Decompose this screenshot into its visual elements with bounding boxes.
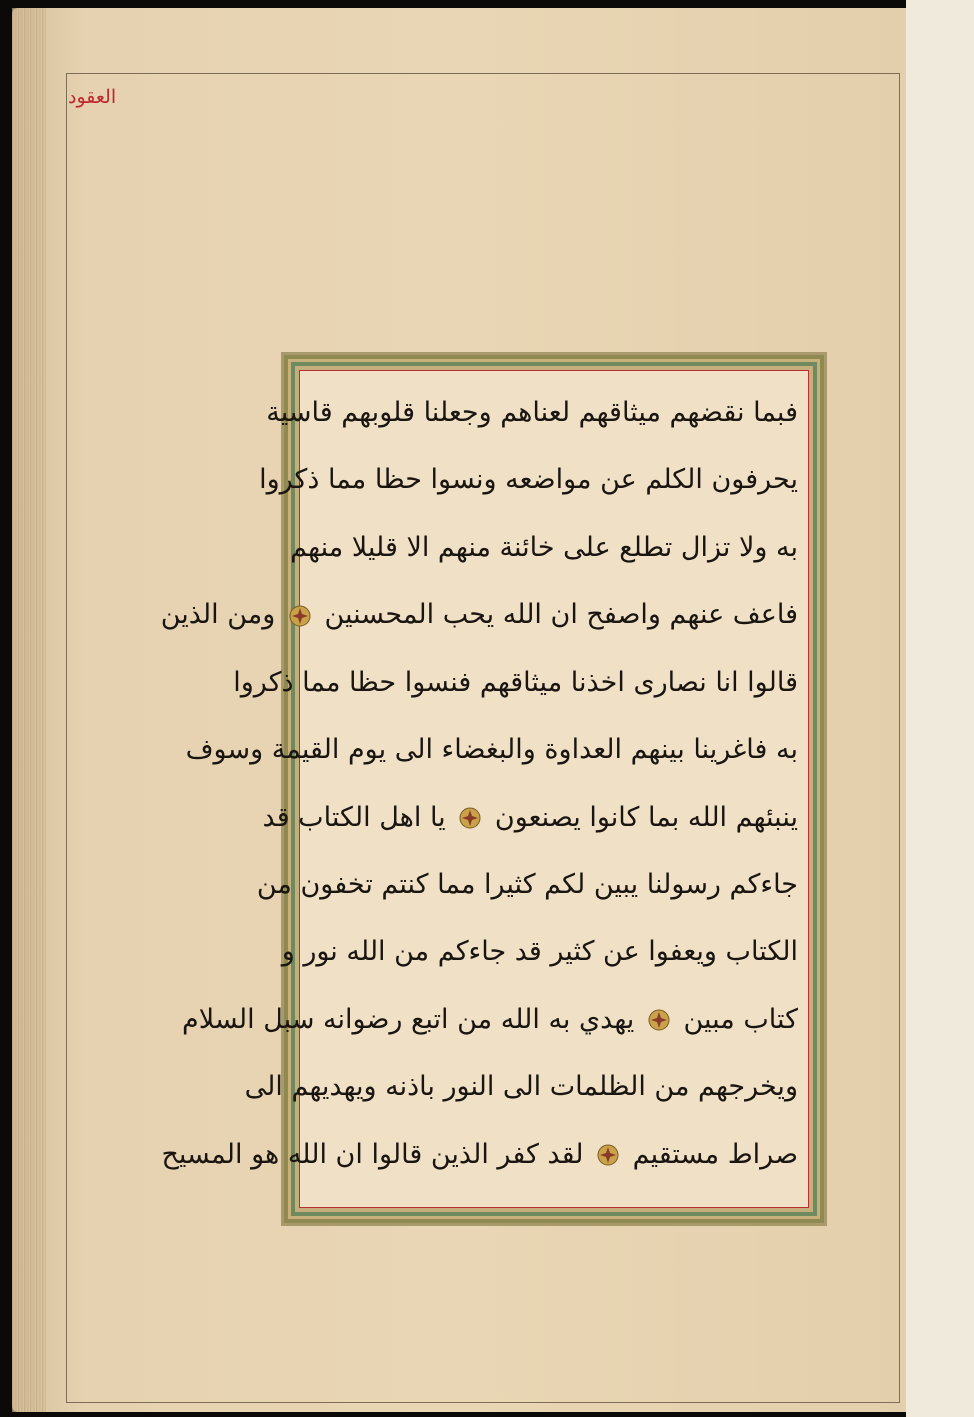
text-segment: ينبئهم الله بما كانوا يصنعون [486,801,798,833]
text-line: ويخرجهم من الظلمات الى النور باذنه ويهديهم الى [244,1071,798,1103]
text-line [262,784,808,851]
text-segment: فاعف عنهم واصفح ان الله يحب المحسنين [315,599,798,631]
verse-marker-icon [596,1143,620,1167]
text-segment: لقد كفر الذين قالوا ان الله هو المسيح [161,1138,593,1170]
text-segment: ومن الذين [160,599,284,631]
text-line: جاءكم رسولنا يبين لكم كثيرا مما كنتم تخفون من [256,868,798,900]
verse-marker-icon [458,806,482,830]
sura-heading: العقود [68,86,117,108]
text-line: قالوا انا نصارى اخذنا ميثاقهم فنسوا حظا مما ذكروا [233,666,798,698]
text-segment: يا اهل الكتاب قد [262,801,455,833]
text-panel [160,370,809,1208]
text-segment: يهدي به الله من اتبع رضوانه سبل السلام [182,1003,643,1035]
text-line: فبما نقضهم ميثاقهم لعناهم وجعلنا قلوبهم قاسية [266,397,798,428]
page-stack-edges [12,8,46,1412]
illuminated-frame [160,352,827,1226]
verse-marker-icon [288,604,312,628]
background-margin [906,0,974,1417]
text-segment: كتاب مبين [674,1003,798,1035]
text-line: يحرفون الكلم عن مواضعه ونسوا حظا مما ذكروا [259,464,798,496]
text-line [161,1121,808,1188]
verse-marker-icon [647,1008,671,1032]
text-line: به ولا تزال تطلع على خائنة منهم الا قليلا منهم [290,531,798,563]
text-line: به فاغرينا بينهم العداوة والبغضاء الى يوم القيمة وسوف [185,734,798,766]
text-line: الكتاب ويعفوا عن كثير قد جاءكم من الله نور و [281,936,798,968]
text-line [160,581,808,648]
text-line [182,986,808,1053]
text-segment: صراط مستقيم [624,1138,798,1170]
